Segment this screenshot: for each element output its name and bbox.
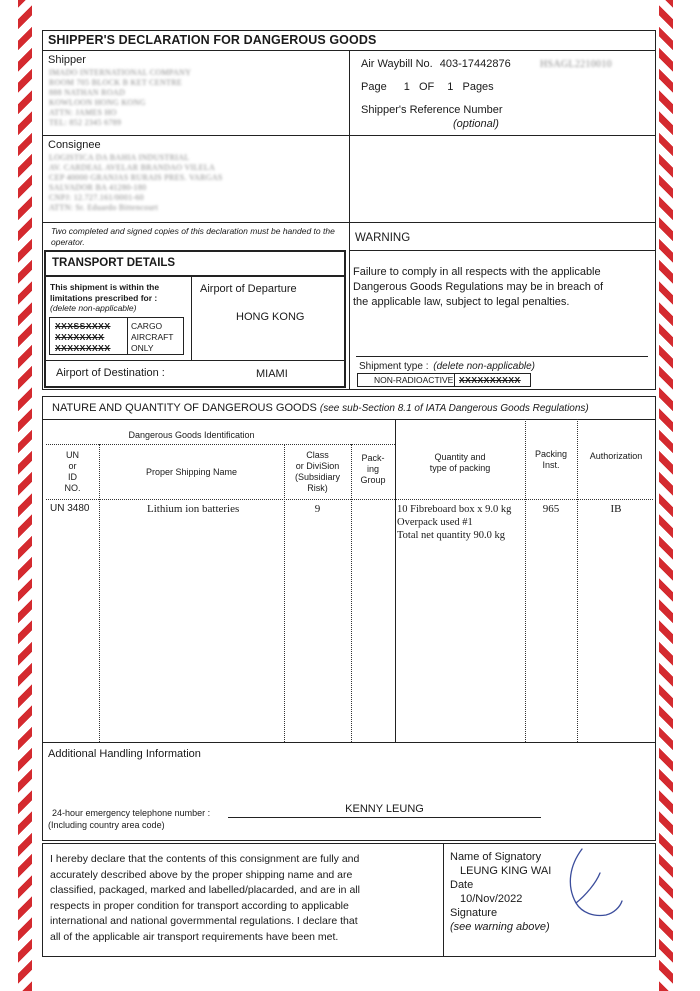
transport-bottom-divider <box>44 360 346 361</box>
warning-divider <box>349 250 656 251</box>
emergency-phone-label: 24-hour emergency telephone number : <box>52 808 211 818</box>
authorization-column-header: Authorization <box>589 451 643 461</box>
psn-column-header: Proper Shipping Name <box>145 467 238 477</box>
departure-label: Airport of Departure <box>200 283 297 295</box>
transport-title-divider <box>44 275 346 277</box>
class-column-header: Class or DiviSion (Subsidiary Risk) <box>294 450 341 493</box>
declaration-divider <box>443 843 444 957</box>
emergency-phone-sub: (Including country area code) <box>48 820 165 830</box>
departure-value: HONG KONG <box>236 311 305 323</box>
handwritten-signature <box>560 845 630 925</box>
consignee-label: Consignee <box>48 139 101 151</box>
signatory-name: LEUNG KING WAI <box>460 865 552 877</box>
waybill-reference-code: HSAGL2210010 <box>540 59 612 70</box>
transport-mid-divider <box>191 275 192 360</box>
signature-label: Signature <box>450 907 498 919</box>
col-divider-class <box>351 444 352 742</box>
shipper-address: IMADO INTERNATIONAL COMPANY ROOM 705 BLOCK B KET CENTRE 888 NATHAN ROAD KOWLOON HONG KONG ATTN: JAMES HO TEL: 852 2345 6789 <box>49 68 192 127</box>
signature-note: (see warning above) <box>450 921 550 933</box>
table-header-divider <box>46 499 653 500</box>
destination-label: Airport of Destination : <box>56 367 165 379</box>
passenger-option-crossed: XXXSSXXXX XXXXXXXX XXXXXXXXX <box>55 321 111 353</box>
date-value: 10/Nov/2022 <box>460 893 523 905</box>
column-divider <box>349 50 350 390</box>
row-proper-shipping-name: Lithium ion batteries <box>147 503 240 515</box>
shipper-reference-label: Shipper's Reference Number <box>361 104 503 116</box>
destination-value: MIAMI <box>256 368 288 380</box>
right-hazard-stripe <box>659 0 673 991</box>
id-group-header: Dangerous Goods Identification <box>128 430 255 440</box>
col-divider-un <box>99 444 100 742</box>
declaration-text: I hereby declare that the contents of this consignment are fully and accurately described above by the proper shipping name and are classified, packaged, marked and labelled/placarded, and are in all respects in proper condition for transport according to applicable international and national govermmental regulations. I declare that all of the applicable air transport requirements have been met. <box>50 853 360 943</box>
shipper-label: Shipper <box>48 54 86 66</box>
emergency-phone-value: KENNY LEUNG <box>345 803 424 815</box>
shipment-type-rule <box>356 356 648 357</box>
row-quantity: 10 Fibreboard box x 9.0 kg Overpack used #1 Total net quantity 90.0 kg <box>397 504 512 541</box>
nature-title-divider <box>42 419 656 420</box>
packing-group-column-header: Pack- ing Group <box>360 453 386 485</box>
row-class: 9 <box>314 503 321 515</box>
cargo-aircraft-only: CARGO AIRCRAFT ONLY <box>131 321 174 353</box>
warning-text: Failure to comply in all respects with the applicable Dangerous Goods Regulations may be in breach of the applicable law, subject to legal penalties. <box>353 266 604 308</box>
row-packing-inst: 965 <box>542 503 560 515</box>
date-label: Date <box>450 879 474 891</box>
signatory-label: Name of Signatory <box>450 851 542 863</box>
aircraft-limitation-divider <box>127 317 128 355</box>
waybill-number: 403-17442876 <box>439 58 511 70</box>
transport-details-title: TRANSPORT DETAILS <box>52 257 176 269</box>
limitations-text: This shipment is within the limitations prescribed for : (delete non-applicable) <box>50 282 160 313</box>
packing-inst-column-header: Packing Inst. <box>534 449 568 470</box>
left-hazard-stripe <box>18 0 32 991</box>
consignee-address: LOGISTICA DA BAHIA INDUSTRIAL AV. CARDEAL AVELAR BRANDAO VILELA CEP 40000 GRANJAS RURAIS PRES. VARGAS SALVADOR BA 41280-180 CNPJ: 12.727.161/0001-60 ATTN: Sr. Eduardo Bittencourt <box>49 153 223 212</box>
shipper-divider <box>42 135 656 136</box>
shipment-type-label: Shipment type : (delete non-applicable) <box>359 361 535 372</box>
shipment-type-divider <box>454 373 455 387</box>
table-bottom-border <box>42 742 656 743</box>
emergency-phone-rule <box>228 817 541 818</box>
warning-title: WARNING <box>355 232 411 244</box>
copies-note: Two completed and signed copies of this declaration must be handed to the operator. <box>51 226 335 247</box>
page-count: Page 1 OF 1 Pages <box>361 81 494 93</box>
handling-label: Additional Handling Information <box>48 748 201 760</box>
row-authorization: IB <box>610 503 622 515</box>
consignee-divider <box>42 222 656 223</box>
col-divider-pi <box>577 419 578 742</box>
non-radioactive-option: NON-RADIOACTIVE <box>374 375 454 385</box>
waybill-field: Air Waybill No. 403-17442876 <box>361 58 511 70</box>
nature-title: NATURE AND QUANTITY OF DANGEROUS GOODS (see sub-Section 8.1 of IATA Dangerous Goods Regulations) <box>52 402 589 414</box>
optional-note: (optional) <box>453 118 499 130</box>
quantity-column-header: Quantity and type of packing <box>429 452 491 473</box>
radioactive-option-crossed: XXXXXXXXXX <box>459 375 521 385</box>
un-column-header: UN or ID NO. <box>64 450 81 493</box>
page-title: SHIPPER'S DECLARATION FOR DANGEROUS GOODS <box>48 33 377 47</box>
row-un-number: UN 3480 <box>50 503 90 514</box>
